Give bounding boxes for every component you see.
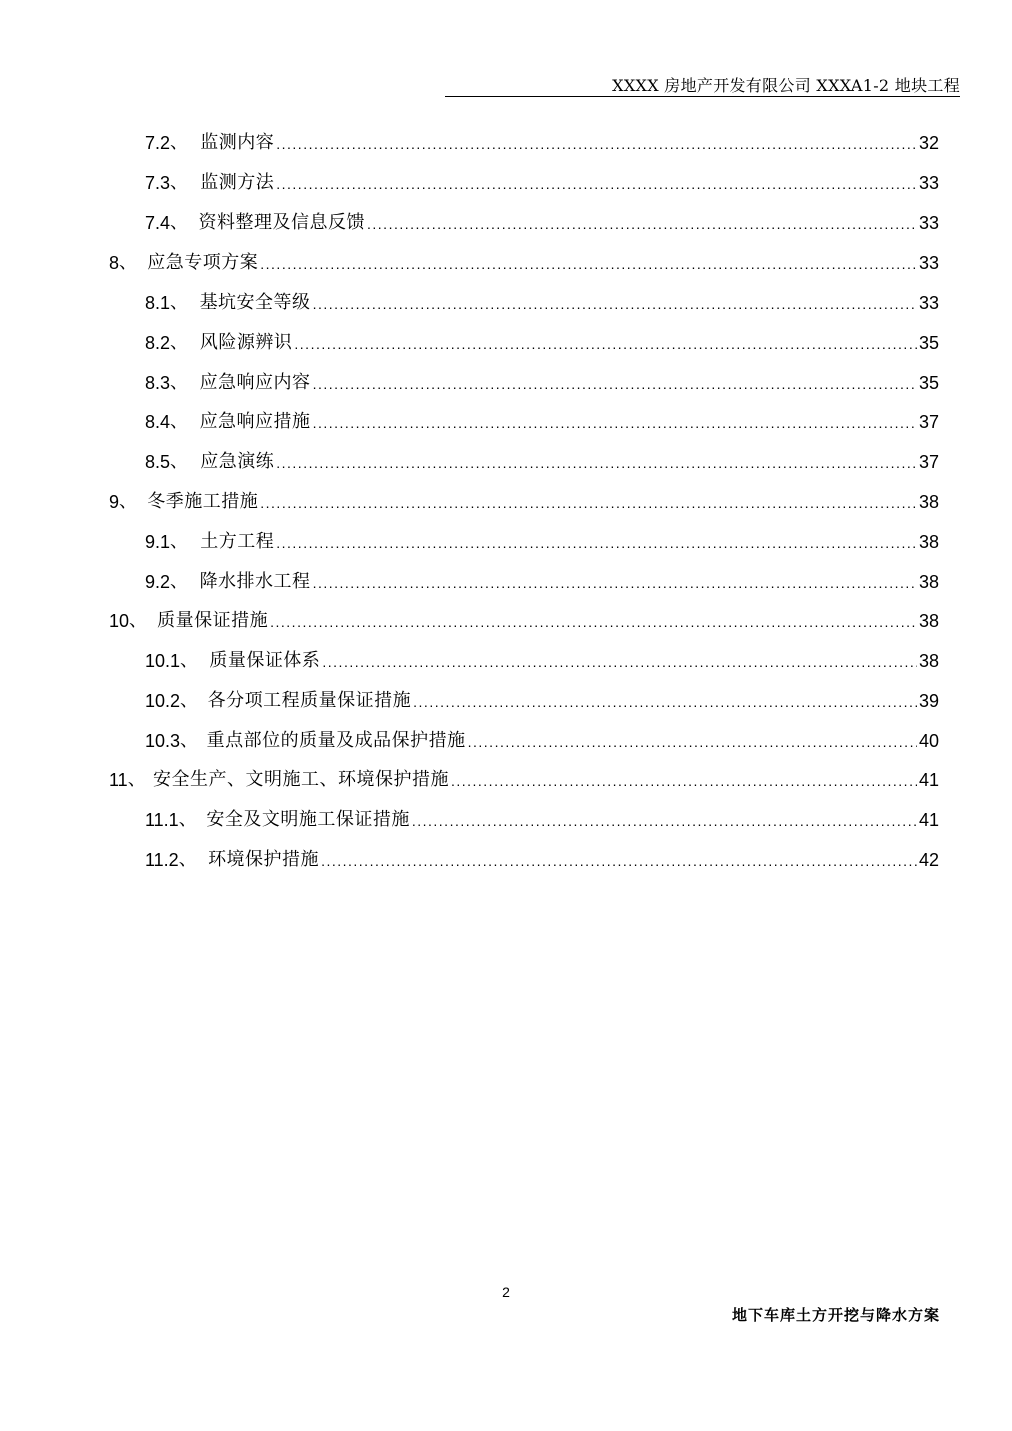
toc-title: 应急响应措施 <box>199 411 311 432</box>
toc-page: 33 <box>918 253 939 273</box>
toc-leader <box>276 173 917 195</box>
toc-entry-10[interactable] <box>109 609 939 633</box>
toc-page: 35 <box>918 373 939 393</box>
toc-number: 10.3 <box>145 731 181 751</box>
toc-entry-10-3[interactable] <box>145 729 939 753</box>
toc-entry-7-2[interactable] <box>145 131 939 155</box>
toc-number: 9 <box>109 492 120 512</box>
toc-title: 安全及文明施工保证措施 <box>206 809 410 830</box>
toc-separator: 、 <box>119 491 138 512</box>
toc-entry-8-4[interactable] <box>145 410 939 434</box>
toc-leader <box>260 253 917 275</box>
toc-number: 9.1 <box>145 532 171 552</box>
toc-leader <box>313 373 917 395</box>
toc-number: 10.1 <box>145 651 181 671</box>
toc-number: 10 <box>109 611 130 631</box>
toc-leader <box>276 452 917 474</box>
toc-number: 10.2 <box>145 691 181 711</box>
toc-entry-9-2[interactable] <box>145 570 939 594</box>
toc-separator: 、 <box>127 769 146 790</box>
page-number: 2 <box>502 1284 510 1300</box>
toc-title: 重点部位的质量及成品保护措施 <box>206 730 466 751</box>
toc-title: 土方工程 <box>200 531 275 552</box>
toc-entry-9-1[interactable] <box>145 530 939 554</box>
running-header: XXXX 房地产开发有限公司 XXXA1-2 地块工程 <box>445 76 960 97</box>
toc-separator: 、 <box>180 730 199 751</box>
toc-entry-7-4[interactable] <box>145 211 939 235</box>
toc-separator: 、 <box>170 172 189 193</box>
toc-number: 11.1 <box>145 810 179 830</box>
toc-leader <box>413 691 917 713</box>
toc-title: 应急演练 <box>200 451 275 472</box>
toc-title: 各分项工程质量保证措施 <box>207 690 412 711</box>
toc-separator: 、 <box>170 292 189 313</box>
toc-separator: 、 <box>129 610 148 631</box>
toc-number: 8.4 <box>145 412 171 432</box>
toc-entry-8-3[interactable] <box>145 371 939 395</box>
toc-entry-8-2[interactable] <box>145 331 939 355</box>
toc-separator: 、 <box>170 372 189 393</box>
toc-entry-11-2[interactable] <box>145 848 939 872</box>
toc-number: 11 <box>109 770 128 790</box>
toc-leader <box>367 213 917 235</box>
toc-page: 38 <box>918 492 939 512</box>
toc-separator: 、 <box>178 849 197 870</box>
toc-title: 风险源辨识 <box>199 332 293 353</box>
toc-number: 8.1 <box>145 293 171 313</box>
toc-page: 40 <box>918 731 939 751</box>
toc-number: 7.4 <box>145 213 171 233</box>
toc-page: 39 <box>918 691 939 711</box>
toc-title: 质量保证措施 <box>157 610 269 631</box>
toc-page: 41 <box>918 770 939 790</box>
toc-entry-10-1[interactable] <box>145 649 939 673</box>
toc-separator: 、 <box>170 531 189 552</box>
running-footer: 地下车库土方开挖与降水方案 <box>731 1306 940 1324</box>
toc-title: 应急专项方案 <box>147 252 259 273</box>
toc-leader <box>270 611 917 633</box>
toc-number: 7.3 <box>145 173 171 193</box>
toc-page: 42 <box>918 850 939 870</box>
toc-separator: 、 <box>180 690 199 711</box>
toc-leader <box>313 572 917 594</box>
toc-number: 8.2 <box>145 333 171 353</box>
toc-leader <box>313 293 917 315</box>
toc-number: 8.5 <box>145 452 171 472</box>
toc-entry-9[interactable] <box>109 490 939 514</box>
toc-entry-10-2[interactable] <box>145 689 939 713</box>
toc-separator: 、 <box>170 411 189 432</box>
toc-title: 冬季施工措施 <box>147 491 259 512</box>
toc-page: 38 <box>918 611 939 631</box>
toc-number: 9.2 <box>145 572 171 592</box>
toc-title: 监测内容 <box>200 132 275 153</box>
toc-leader <box>294 333 917 355</box>
toc-title: 基坑安全等级 <box>199 292 311 313</box>
toc-entry-11[interactable] <box>109 768 939 792</box>
toc-page: 38 <box>918 532 939 552</box>
toc-separator: 、 <box>119 252 138 273</box>
toc-entry-7-3[interactable] <box>145 171 939 195</box>
toc-entry-8[interactable] <box>109 251 939 275</box>
toc-title: 质量保证体系 <box>209 650 321 671</box>
toc-separator: 、 <box>170 451 189 472</box>
toc-leader <box>321 850 917 872</box>
toc-page: 41 <box>918 810 939 830</box>
toc-leader <box>451 770 917 792</box>
toc-page: 37 <box>918 452 939 472</box>
toc-page: 37 <box>918 412 939 432</box>
toc-separator: 、 <box>178 809 197 830</box>
toc-leader <box>468 731 917 753</box>
toc-separator: 、 <box>170 332 189 353</box>
toc-leader <box>276 532 917 554</box>
toc-separator: 、 <box>180 650 199 671</box>
toc-leader <box>276 133 917 155</box>
toc-page: 33 <box>918 213 939 233</box>
toc-number: 8.3 <box>145 373 171 393</box>
toc-entry-8-5[interactable] <box>145 450 939 474</box>
toc-number: 11.2 <box>145 850 179 870</box>
toc-page: 33 <box>918 293 939 313</box>
toc-separator: 、 <box>170 571 189 592</box>
toc-number: 7.2 <box>145 133 171 153</box>
toc-leader <box>412 810 917 832</box>
toc-title: 环境保护措施 <box>208 849 320 870</box>
toc-leader <box>313 412 917 434</box>
toc-page: 33 <box>918 173 939 193</box>
toc-page: 38 <box>918 572 939 592</box>
toc-title: 降水排水工程 <box>199 571 311 592</box>
toc-entry-8-1[interactable] <box>145 291 939 315</box>
toc-title: 应急响应内容 <box>199 372 311 393</box>
toc-page: 35 <box>918 333 939 353</box>
toc-separator: 、 <box>170 132 189 153</box>
toc-number: 8 <box>109 253 120 273</box>
toc-title: 监测方法 <box>200 172 275 193</box>
toc-title: 安全生产、文明施工、环境保护措施 <box>152 769 449 790</box>
toc-page: 38 <box>918 651 939 671</box>
toc-separator: 、 <box>170 212 189 233</box>
toc-page: 32 <box>918 133 939 153</box>
toc-leader <box>322 651 917 673</box>
toc-title: 资料整理及信息反馈 <box>198 212 366 233</box>
toc-entry-11-1[interactable] <box>145 808 939 832</box>
toc-leader <box>260 492 917 514</box>
